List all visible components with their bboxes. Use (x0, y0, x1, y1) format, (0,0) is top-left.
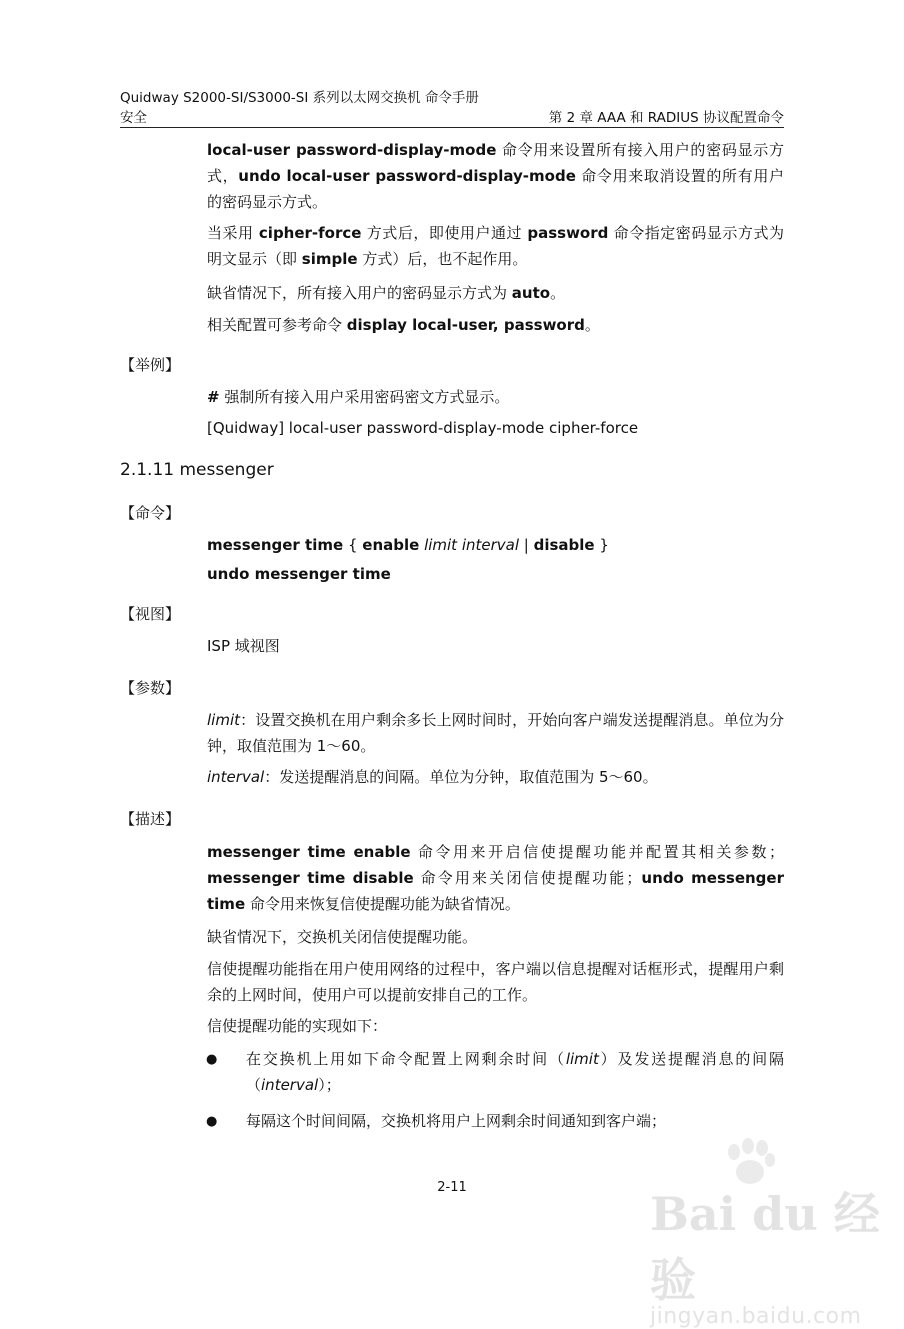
example-label: 【举例】 (120, 356, 181, 374)
header-section: 安全 (120, 110, 147, 126)
baidu-watermark (650, 1148, 880, 1329)
bullet-item-1: 在交换机上用如下命令配置上网剩余时间（limit）及发送提醒消息的间隔（interval）； (246, 1050, 784, 1094)
desc-paragraph-2: 当采用 cipher-force 方式后，即使用户通过 password 命令指定密码显示方式为明文显示（即 simple 方式）后，也不起作用。 (207, 224, 784, 268)
param-interval: interval：发送提醒消息的间隔。单位为分钟，取值范围为 5～60。 (207, 768, 658, 786)
watermark-url: jingyan.baidu.com (650, 1304, 862, 1329)
desc-paragraph-3: 缺省情况下，所有接入用户的密码显示方式为 auto。 (207, 284, 566, 302)
description-paragraph-3: 信使提醒功能指在用户使用网络的过程中，客户端以信息提醒对话框形式，提醒用户剩余的上网时间，使用户可以提前安排自己的工作。 (207, 960, 784, 1004)
header-chapter: 第 2 章 AAA 和 RADIUS 协议配置命令 (548, 110, 784, 126)
section-heading: 2.1.11 messenger (120, 460, 274, 480)
command-syntax-2: undo messenger time (207, 565, 391, 583)
param-limit: limit：设置交换机在用户剩余多长上网时间时，开始向客户端发送提醒消息。单位为分钟，取值范围为 1～60。 (207, 711, 784, 755)
description-paragraph-4: 信使提醒功能的实现如下： (207, 1017, 388, 1035)
desc-paragraph-1: local-user password-display-mode 命令用来设置所有接入用户的密码显示方式，undo local-user password-display-mode 命令用来取消设置的所有用户的密码显示方式。 (207, 141, 784, 211)
desc-paragraph-4: 相关配置可参考命令 display local-user, password。 (207, 316, 600, 334)
header-subline (120, 106, 784, 126)
description-paragraph-1: messenger time enable 命令用来开启信使提醒功能并配置其相关参数；messenger time disable 命令用来关闭信使提醒功能；undo messenger time 命令用来恢复信使提醒功能为缺省情况。 (207, 843, 784, 913)
command-label: 【命令】 (120, 504, 181, 522)
watermark-logo: Bai du 经验 (650, 1187, 880, 1307)
header-rule (120, 127, 784, 128)
bullet-icon: ● (206, 1052, 218, 1067)
paw-icon (720, 1138, 780, 1188)
command-syntax-1: messenger time { enable limit interval | disable } (207, 536, 609, 554)
params-label: 【参数】 (120, 679, 181, 697)
example-command: [Quidway] local-user password-display-mode cipher-force (207, 419, 639, 437)
page-number: 2-11 (437, 1180, 467, 1195)
example-comment: # 强制所有接入用户采用密码密文方式显示。 (207, 388, 510, 406)
description-label: 【描述】 (120, 810, 181, 828)
view-label: 【视图】 (120, 605, 181, 623)
header-title: Quidway S2000-SI/S3000-SI 系列以太网交换机 命令手册 (120, 90, 479, 106)
description-paragraph-2: 缺省情况下，交换机关闭信使提醒功能。 (207, 928, 478, 946)
bullet-icon: ● (206, 1114, 218, 1129)
view-text: ISP 域视图 (207, 637, 280, 655)
bullet-item-2: 每隔这个时间间隔，交换机将用户上网剩余时间通知到客户端； (246, 1112, 667, 1130)
